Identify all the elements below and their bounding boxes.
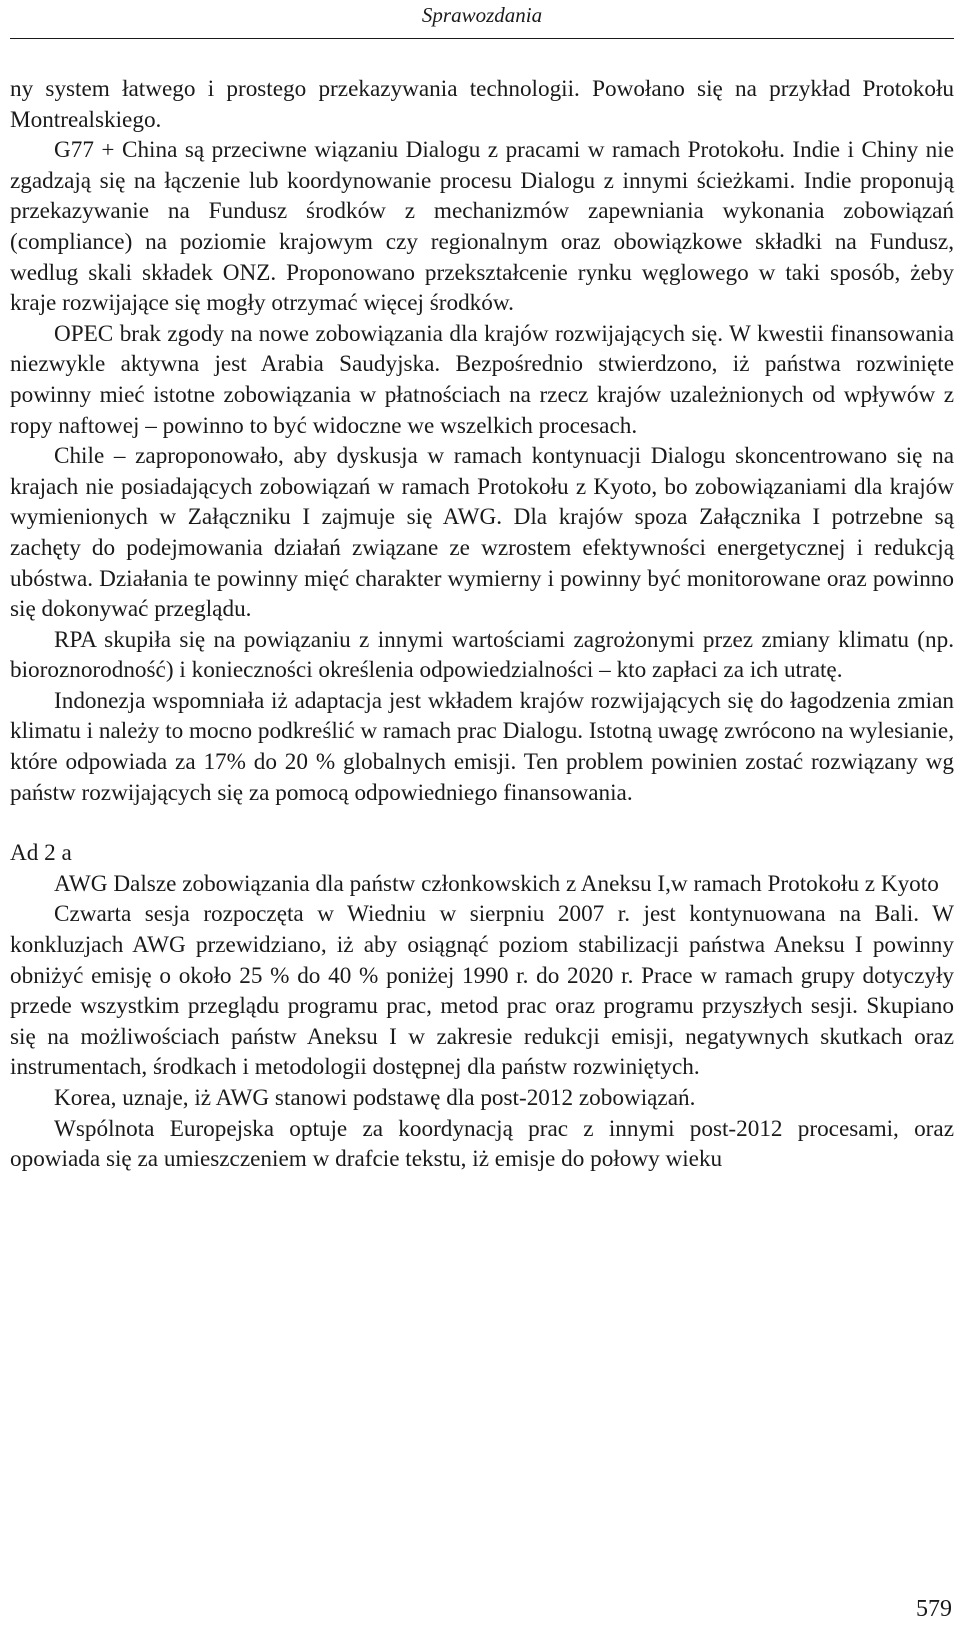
paragraph-czwarta-sesja: Czwarta sesja rozpoczęta w Wiedniu w sierpniu 2007 r. jest kontynuowana na Bali. W konkluzjach AWG przewidziano, iż aby osiągnąć poziom stabilizacji państwa Aneksu I powinny obniżyć emisję o około 25 % do 40 % poniżej 1990 r. do 2020 r. Prace w ramach grupy dotyczyły przede wszystkim przeglądu programu prac, metod prac oraz programu przyszłych sesji. Skupiano się na możliwościach państw Aneksu I w zakresie redukcji emisji, negatywnych skutkach oraz instrumentach, środkach i metodologii dostępnej dla państw rozwiniętych. [10, 901, 954, 1081]
paragraph-g77-china: G77 + China są przeciwne wiązaniu Dialogu z pracami w ramach Protokołu. Indie i Chiny nie zgadzają się na łączenie lub koordynowanie procesu Dialogu z innymi ścieżkami. Indie proponują przekazywanie na Fundusz środków z mechanizmów zapewniania wykonania zobowiązań (compliance) na poziomie krajowym czy regionalnym oraz obowiązkowe składki na Fundusz, wedlug skali składek ONZ. Proponowano przekształcenie rynku węglowego w taki sposób, żeby kraje rozwijające się mogły otrzymać więcej środków. [10, 137, 954, 317]
paragraph-indonezja: Indonezja wspomniała iż adaptacja jest wkładem krajów rozwijających się do łagodzenia zmian klimatu i należy to mocno podkreślić w ramach prac Dialogu. Istotną uwagę zwrócono na wylesianie, które odpowiada za 17% do 20 % globalnych emisji. Ten problem powinien zostać rozwiązany wg państw rozwijających się za pomocą odpowiedniego finansowania. [10, 687, 954, 806]
paragraph-korea: Korea, uznaje, iż AWG stanowi podstawę dla post-2012 zobowiązań. [54, 1085, 696, 1111]
paragraph-rpa: RPA skupiła się na powiązaniu z innymi wartościami zagrożonymi przez zmiany klimatu (np. bioroznorodność) i konieczności określenia odpowiedzialności – kto zapłaci za ich utratę. [10, 626, 954, 684]
document-page [10, 0, 954, 1635]
paragraph-chile: Chile – zaproponowało, aby dyskusja w ramach kontynuacji Dialogu skoncentrowano się na krajach nie posiadających zobowiązań w ramach Protokołu z Kyoto, bo zobowiązaniami dla krajów wymienionych w Załączniku I zajmuje się AWG. Dla krajów spoza Załącznika I potrzebne są zachęty do podejmowania działań związane ze wzrostem efektywności energetycznej i redukcją ubóstwa. Działania te powinny mięć charakter wymierny i powinny być monitorowane oraz powinno się dokonywać przeglądu. [10, 443, 954, 623]
header-divider [10, 38, 954, 39]
section-heading-ad-2a: Ad 2 a [10, 840, 72, 867]
paragraph-opec: OPEC brak zgody na nowe zobowiązania dla krajów rozwijających się. W kwestii finansowania niezwykle aktywna jest Arabia Saudyjska. Bezpośrednio stwierdzono, iż państwa rozwinięte powinny mieć istotne zobowiązania w płatnościach na rzecz krajów uzależnionych od wpływów z ropy naftowej – powinno to być widoczne we wszelkich procesach. [10, 320, 954, 439]
paragraph-wspolnota-europejska: Wspólnota Europejska optuje za koordynacją prac z innymi post-2012 procesami, oraz opowiada się za umieszczeniem w drafcie tekstu, iż emisje do połowy wieku [10, 1115, 954, 1173]
paragraph-continuation: ny system łatwego i prostego przekazywania technologii. Powołano się na przykład Protokołu Montrealskiego. [10, 76, 954, 133]
body-text [10, 74, 954, 1175]
running-header: Sprawozdania [421, 3, 543, 27]
section-subheading-awg: AWG Dalsze zobowiązania dla państw członkowskich z Aneksu I,w ramach Protokołu z Kyoto [54, 870, 939, 897]
page-number: 579 [916, 1596, 952, 1622]
